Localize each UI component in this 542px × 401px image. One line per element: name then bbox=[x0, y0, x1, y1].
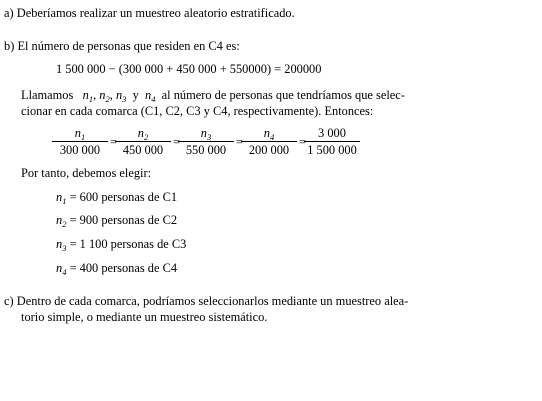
fraction-n2: $\frac{n_2}{450 000}$ bbox=[115, 126, 171, 157]
fraction-n4: $\frac{n_4}{200 000}$ bbox=[241, 126, 297, 157]
paragraph-line-1 bbox=[21, 88, 405, 103]
paragraph-start: Llamamos bbox=[21, 88, 74, 102]
answer-b-intro-text: El número de personas que residen en C4 es: bbox=[17, 39, 240, 53]
var-n4: $n_4$ bbox=[145, 88, 156, 104]
answer-a bbox=[4, 6, 295, 21]
answer-b-marker: b) bbox=[4, 39, 15, 53]
result-n1: $n_1 = 600$ personas de C1 bbox=[56, 190, 178, 206]
c4-calculation: 1 500 000 − (300 000 + 450 000 + 550000) = 200000 bbox=[56, 62, 322, 76]
comma: , bbox=[109, 88, 113, 102]
var-n1: $n_1$ bbox=[82, 88, 94, 104]
answer-a-text: Deberíamos realizar un muestreo aleatorio estratificado. bbox=[16, 6, 295, 20]
var-n2: $n_2$ bbox=[99, 88, 110, 104]
var-n3: $n_3$ bbox=[115, 88, 127, 104]
equals-sign: = bbox=[236, 135, 243, 149]
result-n3: $n_3 = 1$ 100 personas de C3 bbox=[56, 237, 187, 253]
result-n2: $n_2 = 900$ personas de C2 bbox=[56, 213, 178, 229]
answer-c-line-2: torio simple, o mediante un muestreo sistemático. bbox=[21, 310, 268, 324]
result-n4: $n_4 = 400$ personas de C4 bbox=[56, 261, 178, 277]
answer-c-text-1: Dentro de cada comarca, podríamos seleccionarlos mediante un muestreo alea- bbox=[16, 294, 409, 308]
comma: , bbox=[93, 88, 97, 102]
conclusion-intro: Por tanto, debemos elegir: bbox=[21, 166, 152, 180]
answer-b-intro bbox=[4, 39, 240, 54]
fraction-total: $\frac{3 000}{1 500 000}$ bbox=[304, 126, 360, 157]
paragraph-line-2: cionar en cada comarca (C1, C2, C3 y C4, respectivamente). Entonces: bbox=[21, 104, 374, 118]
equals-sign: = bbox=[110, 135, 117, 149]
and-word: y bbox=[132, 88, 139, 102]
fraction-n3: $\frac{n_3}{550 000}$ bbox=[178, 126, 234, 157]
fraction-n1: $\frac{n_1}{300 000}$ bbox=[52, 126, 108, 157]
paragraph-end: al número de personas que tendríamos que selec- bbox=[161, 88, 405, 102]
answer-c-marker: c) bbox=[4, 294, 14, 308]
answer-a-marker: a) bbox=[4, 6, 14, 20]
equals-sign: = bbox=[299, 135, 306, 149]
equals-sign: = bbox=[173, 135, 180, 149]
answer-c-line-1 bbox=[4, 294, 408, 309]
